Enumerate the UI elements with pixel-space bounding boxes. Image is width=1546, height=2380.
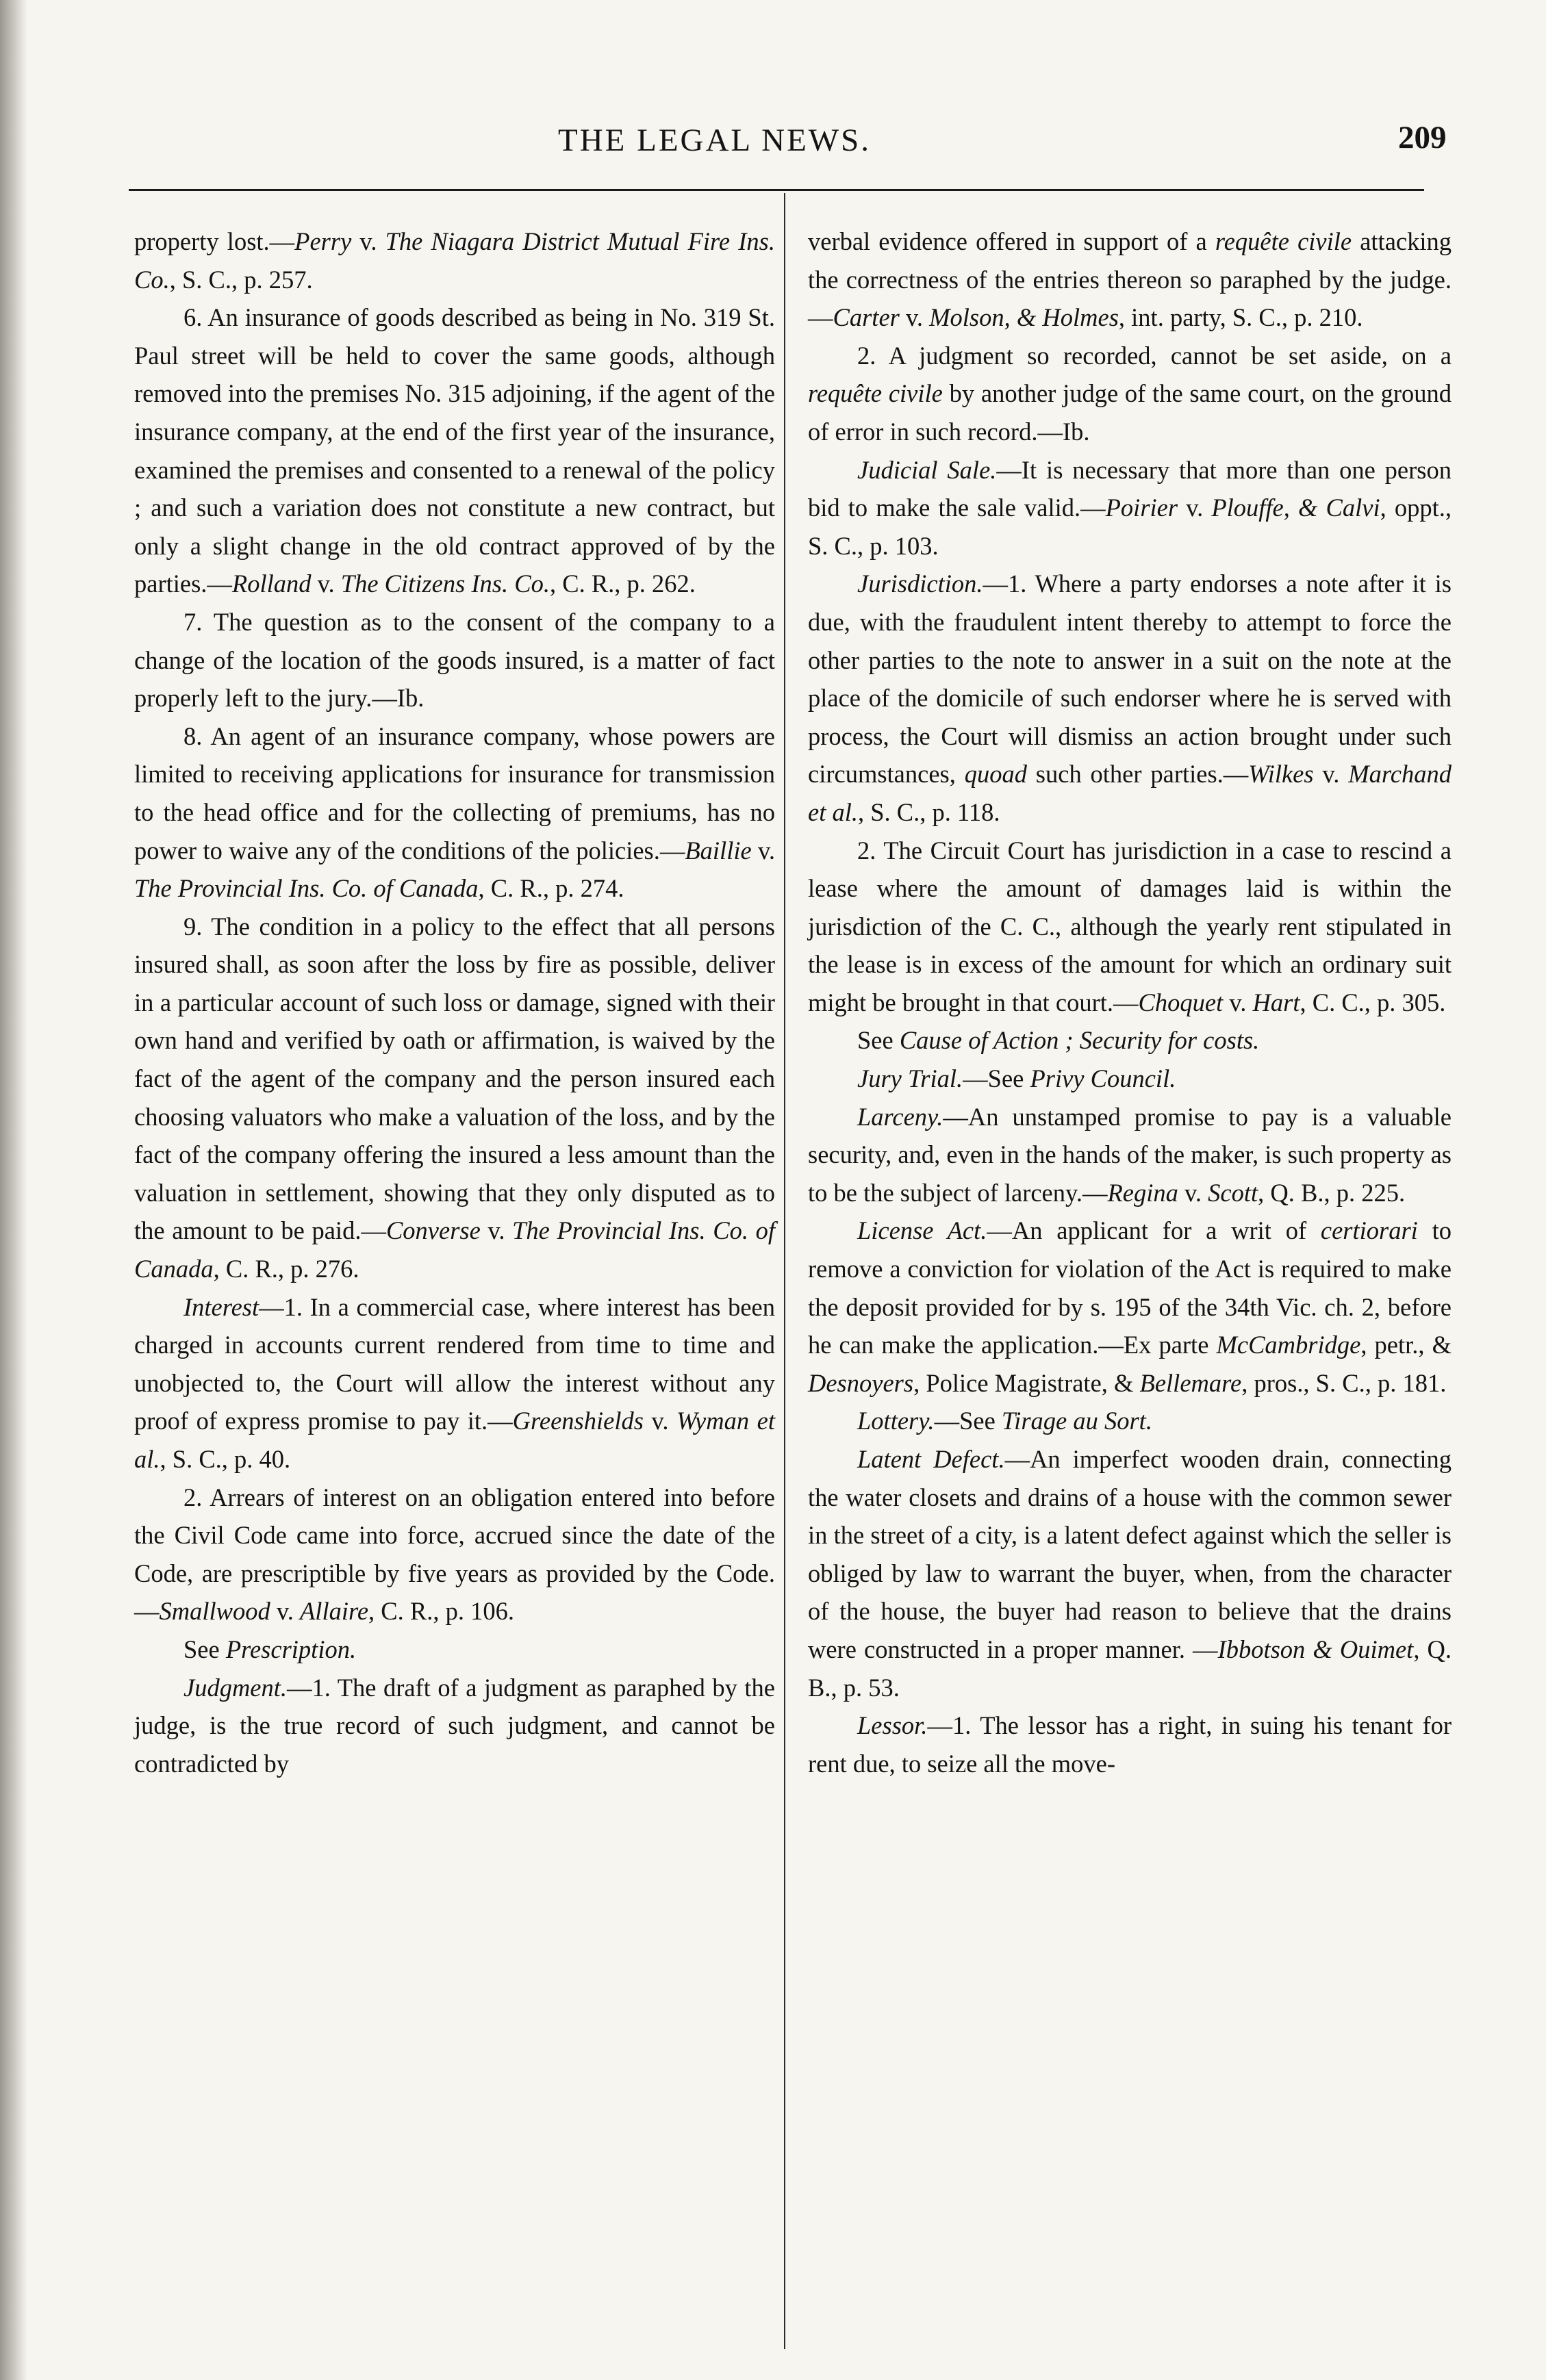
paragraph bbox=[134, 1630, 775, 1669]
text-run: v. bbox=[270, 1597, 301, 1626]
text-run: , Q. B., p. 225. bbox=[1258, 1178, 1406, 1207]
text-run: v. bbox=[351, 227, 385, 255]
page-number: 209 bbox=[1398, 120, 1447, 155]
italic-text: The Provincial Ins. Co. of Canada bbox=[134, 874, 479, 903]
paragraph bbox=[134, 298, 775, 603]
running-header bbox=[0, 122, 1546, 170]
page-edge-shadow bbox=[0, 0, 27, 2380]
italic-text: Poirier bbox=[1105, 494, 1178, 522]
text-run: 6. An insurance of goods described as being in No. 319 St. Paul street will be held to cover the same goods, although removed into the premises No. 315 adjoining, if the agent of the insurance company, at the end of the first year of the insurance, examined the premises and consented to a renewal of the policy ; and such a variation does not constitute a new contract, but only a slight change in the old contract approved of by the parties.— bbox=[134, 303, 775, 598]
text-run: 2. A judgment so recorded, cannot be set aside, on a bbox=[857, 341, 1452, 370]
text-run: v. bbox=[1178, 1178, 1208, 1207]
paragraph bbox=[134, 1669, 775, 1783]
text-run: 9. The condition in a policy to the effect that all persons insured shall, as soon after the loss by fire as possible, deliver in a particular account of such loss or damage, signed with their own hand and verified by oath or affirmation, is waived by the fact of the agent of the company and the person insured each choosing valuators who make a valuation of the loss, and by the fact of the company offering the insured a less amount than the valuation in settlement, showing that they only disputed as to the amount to be paid.— bbox=[134, 912, 775, 1245]
italic-text: Tirage au Sort. bbox=[1001, 1407, 1152, 1435]
paragraph bbox=[134, 1479, 775, 1630]
text-run: property lost.— bbox=[134, 227, 295, 255]
italic-text: Interest bbox=[183, 1292, 259, 1321]
text-run: 2. The Circuit Court has jurisdiction in a case to rescind a lease where the amount of damages laid is within the jurisdiction of the C. C., although the yearly rent stipulated in the lease is in excess of the amount for which an ordinary suit might be brought in that court.— bbox=[808, 836, 1452, 1016]
italic-text: The Niagara District Mutual Fire Ins. Co. bbox=[134, 227, 775, 294]
text-run: verbal evidence offered in support of a bbox=[808, 227, 1215, 255]
column-divider bbox=[784, 193, 785, 2349]
italic-text: requête civile bbox=[808, 379, 943, 408]
right-column bbox=[808, 222, 1452, 1782]
paragraph bbox=[808, 222, 1452, 337]
paragraph bbox=[808, 1706, 1452, 1782]
text-run: 2. Arrears of interest on an obligation entered into before the Civil Code came into force, accrued since the date of the Code, are prescriptible by five years as provided by the Code. — bbox=[134, 1483, 775, 1626]
text-run: —An unstamped promise to pay is a valuable security, and, even in the hands of the maker, is such property as to be the subject of larceny.— bbox=[808, 1102, 1452, 1207]
italic-text: McCambridge bbox=[1216, 1331, 1361, 1359]
text-run: v. bbox=[1178, 494, 1212, 522]
italic-text: Converse bbox=[385, 1216, 481, 1245]
paragraph bbox=[808, 1021, 1452, 1060]
italic-text: Latent Defect. bbox=[857, 1445, 1005, 1473]
italic-text: License Act. bbox=[857, 1216, 987, 1245]
text-run: to remove a conviction for violation of the Act is required to make the deposit provided for by s. 195 of the 34th Vic. ch. 2, before he can make the application.—Ex parte bbox=[808, 1216, 1452, 1359]
italic-text: Privy Council. bbox=[1030, 1064, 1176, 1093]
italic-text: Regina bbox=[1107, 1178, 1178, 1207]
text-run: v. bbox=[1223, 988, 1253, 1016]
italic-text: Judgment. bbox=[183, 1673, 288, 1702]
header-rule bbox=[129, 189, 1424, 191]
italic-text: Rolland bbox=[231, 570, 312, 598]
italic-text: Wyman et al. bbox=[134, 1407, 775, 1473]
text-run: , Police Magistrate, & bbox=[913, 1368, 1140, 1397]
paragraph bbox=[134, 1288, 775, 1479]
italic-text: Choquet bbox=[1138, 988, 1224, 1016]
text-run: v. bbox=[899, 303, 930, 332]
text-run: See bbox=[183, 1635, 226, 1663]
italic-text: Marchand et al. bbox=[808, 760, 1452, 826]
text-run: See bbox=[857, 1026, 900, 1055]
paragraph bbox=[808, 565, 1452, 831]
paragraph bbox=[134, 717, 775, 908]
italic-text: Bellemare bbox=[1139, 1368, 1242, 1397]
text-run: v. bbox=[643, 1407, 676, 1435]
italic-text: Wilkes bbox=[1248, 760, 1314, 789]
italic-text: Hart bbox=[1252, 988, 1300, 1016]
text-run: —An imperfect wooden drain, connecting the water closets and drains of a house with the common sewer in the street of a city, is a latent defect against which the seller is obliged by law to warrant the buyer, when, from the character of the house, the buyer had reason to believe that the drains were constructed in a proper manner. — bbox=[808, 1445, 1452, 1663]
paragraph bbox=[808, 1212, 1452, 1402]
text-run: attacking the correctness of the entries thereon so paraphed by the judge.— bbox=[808, 227, 1452, 332]
text-run: , S. C., p. 257. bbox=[169, 265, 313, 294]
text-run: —See bbox=[934, 1407, 1002, 1435]
italic-text: Judicial Sale. bbox=[857, 455, 997, 484]
paragraph bbox=[808, 1440, 1452, 1706]
text-run: , petr., & bbox=[1360, 1331, 1452, 1359]
paragraph bbox=[808, 1098, 1452, 1212]
publication-title: THE LEGAL NEWS. bbox=[558, 123, 872, 158]
text-run: by another judge of the same court, on the ground of error in such record.—Ib. bbox=[808, 379, 1452, 446]
paragraph bbox=[134, 908, 775, 1288]
text-run: , C. R., p. 262. bbox=[549, 570, 696, 598]
italic-text: Molson, & Holmes bbox=[929, 303, 1119, 332]
italic-text: Lessor. bbox=[857, 1711, 928, 1740]
text-run: —1. The lessor has a right, in suing his tenant for rent due, to seize all the move- bbox=[808, 1711, 1452, 1778]
italic-text: Cause of Action ; Security for costs. bbox=[899, 1026, 1260, 1055]
italic-text: The Citizens Ins. Co. bbox=[340, 570, 550, 598]
text-run: —1. Where a party endorses a note after it is due, with the fraudulent intent thereby to attempt to force the other parties to the note to answer in a suit on the note at the place of the domicile of such endorser where he is served with process, the Court will dismiss an action brought under such circumstances, bbox=[808, 570, 1452, 789]
italic-text: Ibbotson & Ouimet bbox=[1217, 1635, 1414, 1663]
text-run: , C. R., p. 274. bbox=[478, 874, 624, 903]
paragraph bbox=[808, 337, 1452, 451]
text-run: such other parties.— bbox=[1026, 760, 1249, 789]
italic-text: Baillie bbox=[685, 836, 752, 865]
text-run: —1. The draft of a judgment as paraphed by the judge, is the true record of such judgment, and cannot be contradicted by bbox=[134, 1673, 775, 1778]
text-run: —It is necessary that more than one person bid to make the sale valid.— bbox=[808, 455, 1452, 522]
text-run: v. bbox=[480, 1216, 513, 1245]
italic-text: Jurisdiction. bbox=[857, 570, 983, 598]
paragraph bbox=[808, 832, 1452, 1022]
italic-text: quoad bbox=[964, 760, 1027, 789]
italic-text: Lottery. bbox=[857, 1407, 935, 1435]
italic-text: Desnoyers bbox=[808, 1368, 914, 1397]
paragraph bbox=[808, 1402, 1452, 1440]
text-run: , C. R., p. 106. bbox=[368, 1597, 514, 1626]
italic-text: Allaire bbox=[300, 1597, 369, 1626]
text-run: v. bbox=[311, 570, 341, 598]
italic-text: Jury Trial. bbox=[857, 1064, 963, 1093]
italic-text: Scott bbox=[1208, 1178, 1258, 1207]
text-run: , C. C., p. 305. bbox=[1300, 988, 1446, 1016]
italic-text: requête civile bbox=[1215, 227, 1352, 255]
text-run: , Q. B., p. 53. bbox=[808, 1635, 1452, 1702]
text-run: —An applicant for a writ of bbox=[987, 1216, 1321, 1245]
text-run: , S. C., p. 118. bbox=[857, 797, 1000, 826]
paragraph bbox=[134, 603, 775, 717]
text-run: 7. The question as to the consent of the company to a change of the location of the goods insured, is a matter of fact properly left to the jury.—Ib. bbox=[134, 607, 775, 713]
text-run: v. bbox=[751, 836, 775, 865]
italic-text: Larceny. bbox=[857, 1102, 943, 1131]
paragraph bbox=[808, 451, 1452, 565]
italic-text: Perry bbox=[294, 227, 352, 255]
text-run: , int. party, S. C., p. 210. bbox=[1118, 303, 1363, 332]
italic-text: Carter bbox=[833, 303, 900, 332]
paragraph bbox=[808, 1060, 1452, 1098]
text-run: , C. R., p. 276. bbox=[213, 1255, 359, 1283]
text-run: v. bbox=[1313, 760, 1349, 789]
text-run: , S. C., p. 40. bbox=[160, 1445, 291, 1473]
italic-text: Prescription. bbox=[225, 1635, 357, 1663]
italic-text: Plouffe, & Calvi bbox=[1211, 494, 1380, 522]
text-run: , oppt., S. C., p. 103. bbox=[808, 494, 1452, 560]
text-run: —1. In a commercial case, where interest has been charged in accounts current rendered from time to time and unobjected to, the Court will allow the interest without any proof of express promise to pay it.— bbox=[134, 1292, 775, 1435]
left-column bbox=[134, 222, 775, 1782]
text-run: , pros., S. C., p. 181. bbox=[1241, 1368, 1447, 1397]
text-run: —See bbox=[963, 1064, 1030, 1093]
italic-text: Smallwood bbox=[159, 1597, 270, 1626]
italic-text: Greenshields bbox=[512, 1407, 644, 1435]
italic-text: certiorari bbox=[1320, 1216, 1418, 1245]
italic-text: The Provincial Ins. Co. of Canada bbox=[134, 1216, 775, 1283]
paragraph bbox=[134, 222, 775, 298]
text-run: 8. An agent of an insurance company, whose powers are limited to receiving applications for insurance for transmission to the head office and for the collecting of premiums, has no power to waive any of the conditions of the policies.— bbox=[134, 721, 775, 865]
